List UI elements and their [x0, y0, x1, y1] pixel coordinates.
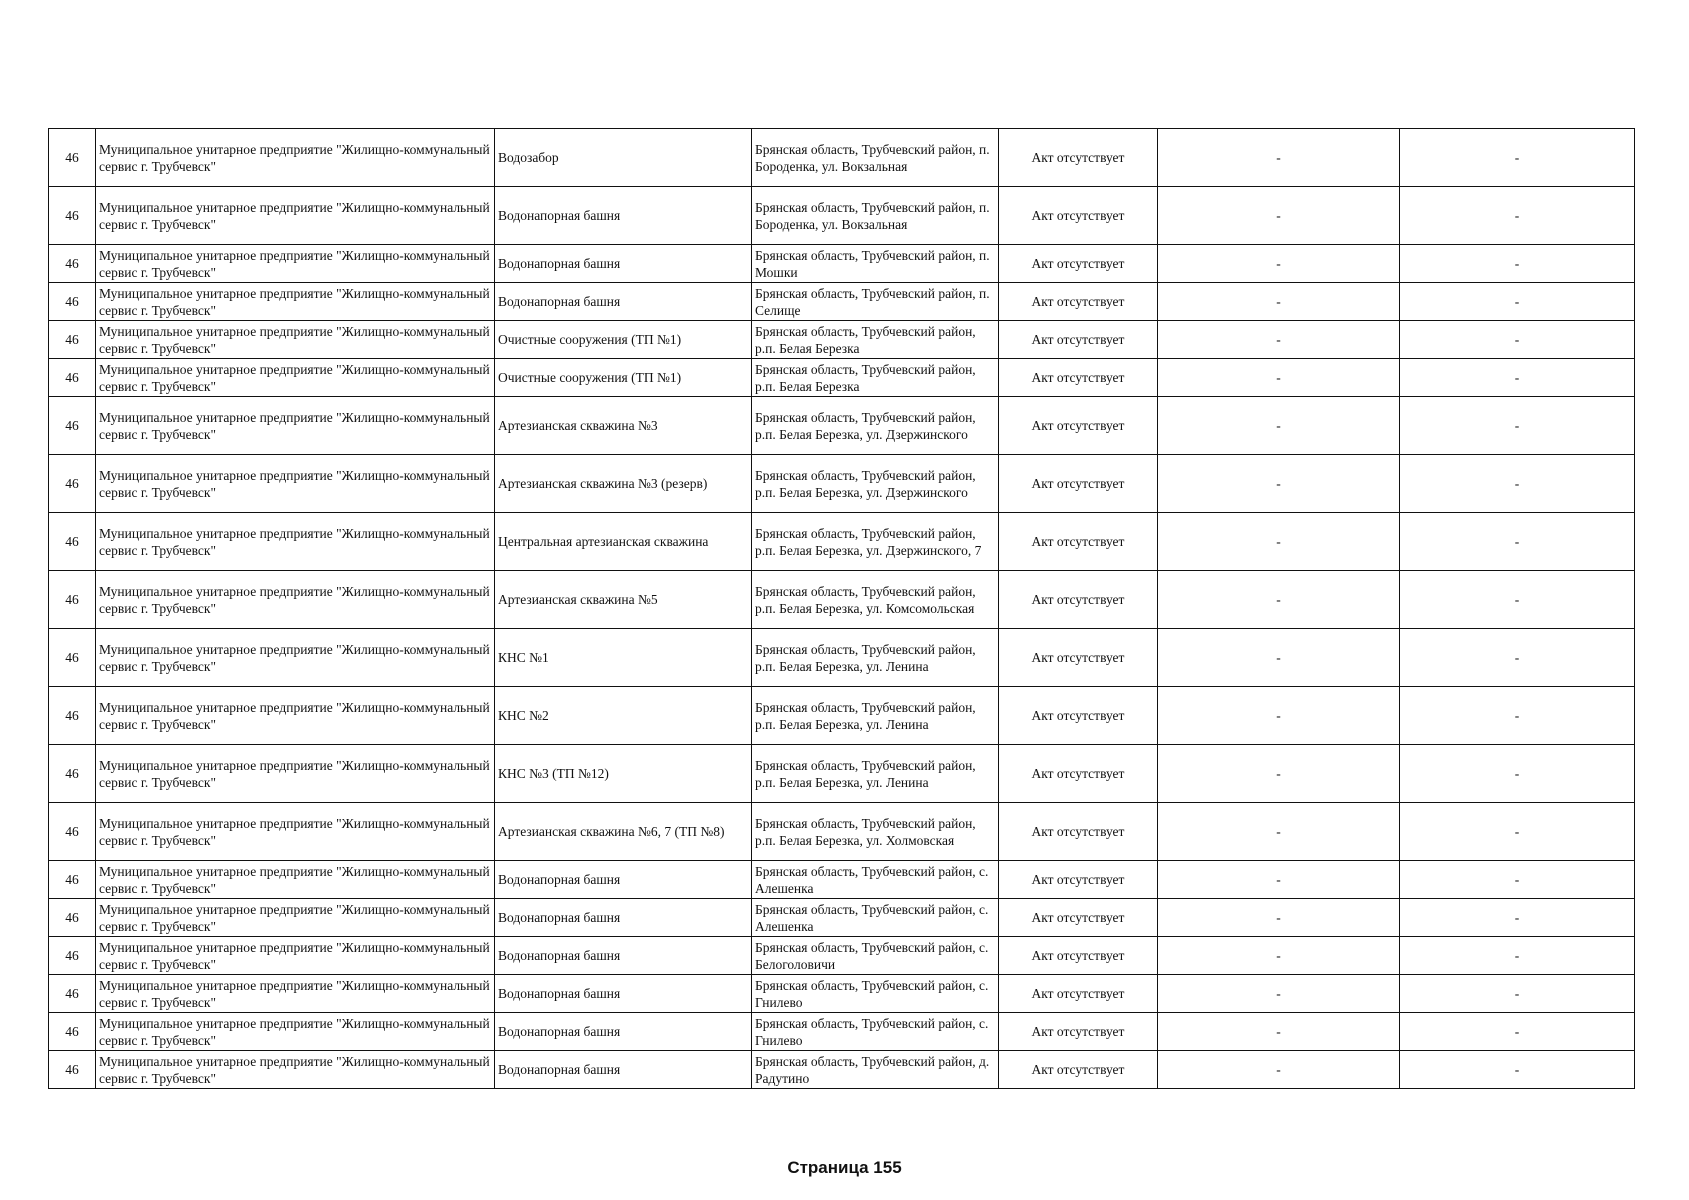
cell-address: Брянская область, Трубчевский район, р.п. Белая Березка: [752, 321, 999, 359]
cell-object: Артезианская скважина №3: [495, 397, 752, 455]
cell-col6: -: [1158, 129, 1400, 187]
cell-number: 46: [49, 1013, 96, 1051]
cell-organization: Муниципальное унитарное предприятие "Жилищно-коммунальный сервис г. Трубчевск": [96, 975, 495, 1013]
cell-col6: -: [1158, 1051, 1400, 1089]
table-row: [49, 245, 1635, 283]
cell-col6: -: [1158, 861, 1400, 899]
cell-col7: -: [1400, 745, 1635, 803]
cell-address: Брянская область, Трубчевский район, р.п. Белая Березка, ул. Холмовская: [752, 803, 999, 861]
cell-act-status: Акт отсутствует: [999, 321, 1158, 359]
cell-col7: -: [1400, 975, 1635, 1013]
cell-number: 46: [49, 571, 96, 629]
cell-organization: Муниципальное унитарное предприятие "Жилищно-коммунальный сервис г. Трубчевск": [96, 861, 495, 899]
table-row: [49, 1051, 1635, 1089]
cell-act-status: Акт отсутствует: [999, 1013, 1158, 1051]
cell-number: 46: [49, 455, 96, 513]
cell-organization: Муниципальное унитарное предприятие "Жилищно-коммунальный сервис г. Трубчевск": [96, 745, 495, 803]
cell-col7: -: [1400, 245, 1635, 283]
cell-col6: -: [1158, 975, 1400, 1013]
cell-number: 46: [49, 359, 96, 397]
cell-address: Брянская область, Трубчевский район, с. Алешенка: [752, 861, 999, 899]
cell-act-status: Акт отсутствует: [999, 745, 1158, 803]
cell-number: 46: [49, 899, 96, 937]
cell-object: Центральная артезианская скважина: [495, 513, 752, 571]
cell-number: 46: [49, 129, 96, 187]
cell-organization: Муниципальное унитарное предприятие "Жилищно-коммунальный сервис г. Трубчевск": [96, 1051, 495, 1089]
cell-object: Водонапорная башня: [495, 245, 752, 283]
cell-object: Водонапорная башня: [495, 975, 752, 1013]
cell-object: КНС №3 (ТП №12): [495, 745, 752, 803]
cell-number: 46: [49, 1051, 96, 1089]
cell-organization: Муниципальное унитарное предприятие "Жилищно-коммунальный сервис г. Трубчевск": [96, 397, 495, 455]
cell-number: 46: [49, 937, 96, 975]
cell-organization: Муниципальное унитарное предприятие "Жилищно-коммунальный сервис г. Трубчевск": [96, 629, 495, 687]
cell-address: Брянская область, Трубчевский район, п. Бороденка, ул. Вокзальная: [752, 187, 999, 245]
cell-object: Артезианская скважина №3 (резерв): [495, 455, 752, 513]
cell-object: КНС №2: [495, 687, 752, 745]
table-row: [49, 687, 1635, 745]
cell-act-status: Акт отсутствует: [999, 899, 1158, 937]
cell-col6: -: [1158, 937, 1400, 975]
cell-number: 46: [49, 245, 96, 283]
cell-act-status: Акт отсутствует: [999, 359, 1158, 397]
cell-address: Брянская область, Трубчевский район, с. Гнилево: [752, 1013, 999, 1051]
cell-col7: -: [1400, 937, 1635, 975]
cell-act-status: Акт отсутствует: [999, 187, 1158, 245]
cell-organization: Муниципальное унитарное предприятие "Жилищно-коммунальный сервис г. Трубчевск": [96, 937, 495, 975]
cell-address: Брянская область, Трубчевский район, р.п. Белая Березка, ул. Дзержинского: [752, 455, 999, 513]
cell-number: 46: [49, 513, 96, 571]
cell-col6: -: [1158, 455, 1400, 513]
cell-col7: -: [1400, 1013, 1635, 1051]
table-row: [49, 1013, 1635, 1051]
cell-address: Брянская область, Трубчевский район, р.п. Белая Березка, ул. Ленина: [752, 745, 999, 803]
registry-table: [48, 128, 1635, 1089]
cell-col6: -: [1158, 629, 1400, 687]
table-row: [49, 359, 1635, 397]
cell-address: Брянская область, Трубчевский район, р.п. Белая Березка, ул. Ленина: [752, 629, 999, 687]
cell-object: Водонапорная башня: [495, 187, 752, 245]
table-row: [49, 803, 1635, 861]
cell-act-status: Акт отсутствует: [999, 629, 1158, 687]
table-row: [49, 937, 1635, 975]
cell-col7: -: [1400, 1051, 1635, 1089]
cell-organization: Муниципальное унитарное предприятие "Жилищно-коммунальный сервис г. Трубчевск": [96, 321, 495, 359]
table-row: [49, 397, 1635, 455]
cell-col7: -: [1400, 129, 1635, 187]
cell-col7: -: [1400, 321, 1635, 359]
cell-address: Брянская область, Трубчевский район, с. Алешенка: [752, 899, 999, 937]
cell-number: 46: [49, 397, 96, 455]
cell-organization: Муниципальное унитарное предприятие "Жилищно-коммунальный сервис г. Трубчевск": [96, 245, 495, 283]
cell-col6: -: [1158, 687, 1400, 745]
cell-act-status: Акт отсутствует: [999, 571, 1158, 629]
cell-act-status: Акт отсутствует: [999, 861, 1158, 899]
cell-object: Водонапорная башня: [495, 1013, 752, 1051]
cell-address: Брянская область, Трубчевский район, с. Белоголовичи: [752, 937, 999, 975]
cell-col6: -: [1158, 245, 1400, 283]
cell-col6: -: [1158, 1013, 1400, 1051]
table-row: [49, 861, 1635, 899]
cell-organization: Муниципальное унитарное предприятие "Жилищно-коммунальный сервис г. Трубчевск": [96, 359, 495, 397]
cell-number: 46: [49, 187, 96, 245]
cell-act-status: Акт отсутствует: [999, 283, 1158, 321]
table-row: [49, 129, 1635, 187]
cell-address: Брянская область, Трубчевский район, п. Селище: [752, 283, 999, 321]
cell-object: Артезианская скважина №6, 7 (ТП №8): [495, 803, 752, 861]
cell-col7: -: [1400, 187, 1635, 245]
cell-col6: -: [1158, 187, 1400, 245]
cell-address: Брянская область, Трубчевский район, р.п. Белая Березка: [752, 359, 999, 397]
cell-act-status: Акт отсутствует: [999, 803, 1158, 861]
table-row: [49, 571, 1635, 629]
cell-col6: -: [1158, 803, 1400, 861]
cell-number: 46: [49, 975, 96, 1013]
cell-act-status: Акт отсутствует: [999, 975, 1158, 1013]
cell-act-status: Акт отсутствует: [999, 245, 1158, 283]
cell-act-status: Акт отсутствует: [999, 455, 1158, 513]
cell-organization: Муниципальное унитарное предприятие "Жилищно-коммунальный сервис г. Трубчевск": [96, 283, 495, 321]
cell-address: Брянская область, Трубчевский район, р.п. Белая Березка, ул. Ленина: [752, 687, 999, 745]
cell-number: 46: [49, 283, 96, 321]
cell-col7: -: [1400, 899, 1635, 937]
cell-col6: -: [1158, 745, 1400, 803]
cell-object: Водонапорная башня: [495, 861, 752, 899]
cell-col6: -: [1158, 397, 1400, 455]
cell-object: Водонапорная башня: [495, 937, 752, 975]
cell-col6: -: [1158, 321, 1400, 359]
cell-col6: -: [1158, 513, 1400, 571]
cell-object: Водозабор: [495, 129, 752, 187]
table-row: [49, 283, 1635, 321]
cell-organization: Муниципальное унитарное предприятие "Жилищно-коммунальный сервис г. Трубчевск": [96, 803, 495, 861]
cell-col6: -: [1158, 571, 1400, 629]
cell-object: КНС №1: [495, 629, 752, 687]
cell-organization: Муниципальное унитарное предприятие "Жилищно-коммунальный сервис г. Трубчевск": [96, 571, 495, 629]
cell-organization: Муниципальное унитарное предприятие "Жилищно-коммунальный сервис г. Трубчевск": [96, 513, 495, 571]
table-row: [49, 455, 1635, 513]
cell-col6: -: [1158, 359, 1400, 397]
cell-object: Очистные сооружения (ТП №1): [495, 359, 752, 397]
cell-act-status: Акт отсутствует: [999, 513, 1158, 571]
cell-act-status: Акт отсутствует: [999, 129, 1158, 187]
cell-act-status: Акт отсутствует: [999, 687, 1158, 745]
cell-number: 46: [49, 803, 96, 861]
table-row: [49, 513, 1635, 571]
cell-address: Брянская область, Трубчевский район, п. Бороденка, ул. Вокзальная: [752, 129, 999, 187]
cell-number: 46: [49, 321, 96, 359]
cell-address: Брянская область, Трубчевский район, р.п. Белая Березка, ул. Дзержинского, 7: [752, 513, 999, 571]
cell-col7: -: [1400, 687, 1635, 745]
cell-col6: -: [1158, 899, 1400, 937]
cell-col7: -: [1400, 397, 1635, 455]
cell-col7: -: [1400, 629, 1635, 687]
cell-object: Очистные сооружения (ТП №1): [495, 321, 752, 359]
cell-organization: Муниципальное унитарное предприятие "Жилищно-коммунальный сервис г. Трубчевск": [96, 455, 495, 513]
cell-object: Водонапорная башня: [495, 283, 752, 321]
cell-act-status: Акт отсутствует: [999, 397, 1158, 455]
table-row: [49, 321, 1635, 359]
cell-organization: Муниципальное унитарное предприятие "Жилищно-коммунальный сервис г. Трубчевск": [96, 687, 495, 745]
cell-act-status: Акт отсутствует: [999, 1051, 1158, 1089]
table-row: [49, 975, 1635, 1013]
cell-col7: -: [1400, 861, 1635, 899]
cell-address: Брянская область, Трубчевский район, р.п. Белая Березка, ул. Дзержинского: [752, 397, 999, 455]
cell-number: 46: [49, 861, 96, 899]
cell-col7: -: [1400, 803, 1635, 861]
table-row: [49, 187, 1635, 245]
cell-number: 46: [49, 745, 96, 803]
cell-col7: -: [1400, 359, 1635, 397]
cell-col6: -: [1158, 283, 1400, 321]
table-row: [49, 745, 1635, 803]
cell-address: Брянская область, Трубчевский район, р.п. Белая Березка, ул. Комсомольская: [752, 571, 999, 629]
cell-col7: -: [1400, 513, 1635, 571]
cell-act-status: Акт отсутствует: [999, 937, 1158, 975]
registry-body: [49, 129, 1635, 1089]
cell-number: 46: [49, 629, 96, 687]
cell-col7: -: [1400, 571, 1635, 629]
cell-col7: -: [1400, 283, 1635, 321]
cell-organization: Муниципальное унитарное предприятие "Жилищно-коммунальный сервис г. Трубчевск": [96, 899, 495, 937]
cell-object: Водонапорная башня: [495, 1051, 752, 1089]
cell-organization: Муниципальное унитарное предприятие "Жилищно-коммунальный сервис г. Трубчевск": [96, 1013, 495, 1051]
cell-col7: -: [1400, 455, 1635, 513]
cell-object: Артезианская скважина №5: [495, 571, 752, 629]
table-row: [49, 899, 1635, 937]
cell-address: Брянская область, Трубчевский район, п. Мошки: [752, 245, 999, 283]
cell-number: 46: [49, 687, 96, 745]
cell-address: Брянская область, Трубчевский район, с. Гнилево: [752, 975, 999, 1013]
cell-address: Брянская область, Трубчевский район, д. Радутино: [752, 1051, 999, 1089]
cell-organization: Муниципальное унитарное предприятие "Жилищно-коммунальный сервис г. Трубчевск": [96, 187, 495, 245]
table-row: [49, 629, 1635, 687]
cell-object: Водонапорная башня: [495, 899, 752, 937]
cell-organization: Муниципальное унитарное предприятие "Жилищно-коммунальный сервис г. Трубчевск": [96, 129, 495, 187]
page-number: Страница 155: [787, 1158, 902, 1177]
